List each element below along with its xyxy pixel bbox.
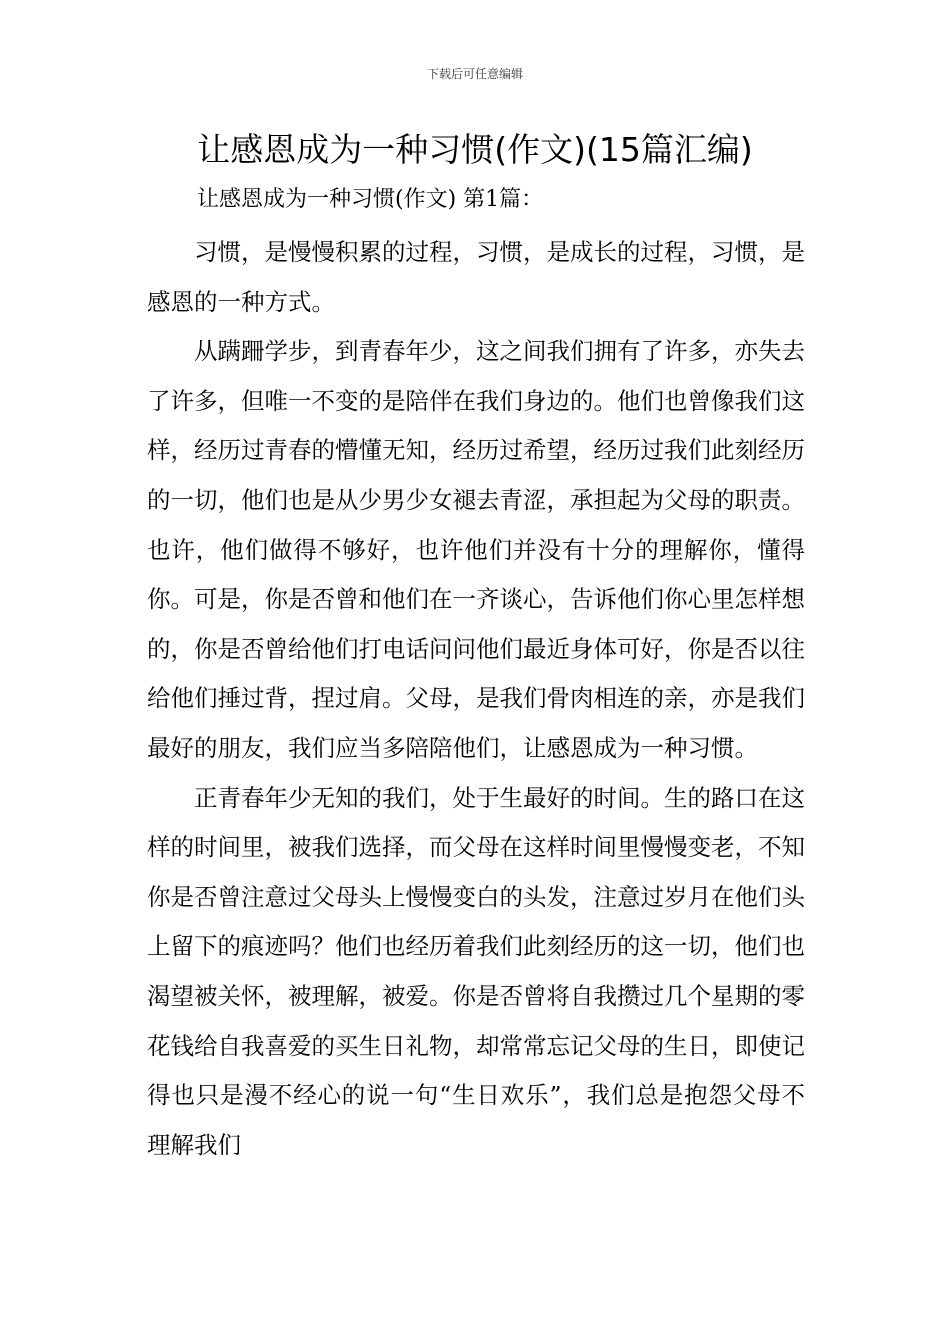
section-heading: 让感恩成为一种习惯(作文) 第1篇： <box>197 187 544 212</box>
header-note: 下载后可任意编辑 <box>426 67 523 81</box>
document-body <box>147 228 805 1170</box>
paragraph-2: 从蹒跚学步，到青春年少，这之间我们拥有了许多，亦失去了许多，但唯一不变的是陪伴在我们身边的。他们也曾像我们这样，经历过青春的懵懂无知，经历过希望，经历过我们此刻经历的一切，他们也是从少男少女褪去青涩，承担起为父母的职责。也许，他们做得不够好，也许他们并没有十分的理解你，懂得你。可是，你是否曾和他们在一齐谈心，告诉他们你心里怎样想的，你是否曾给他们打电话问问他们最近身体可好，你是否以往给他们捶过背，捏过肩。父母，是我们骨肉相连的亲，亦是我们最好的朋友，我们应当多陪陪他们，让感恩成为一种习惯。 <box>147 337 805 762</box>
paragraph-1: 习惯，是慢慢积累的过程，习惯，是成长的过程，习惯，是感恩的一种方式。 <box>147 238 805 316</box>
paragraph-3: 正青春年少无知的我们，处于生最好的时间。生的路口在这样的时间里，被我们选择，而父母在这样时间里慢慢变老，不知你是否曾注意过父母头上慢慢变白的头发，注意过岁月在他们头上留下的痕迹吗？他们也经历着我们此刻经历的这一切，他们也渴望被关怀，被理解，被爱。你是否曾将自我攒过几个星期的零花钱给自我喜爱的买生日礼物，却常常忘记父母的生日，即使记得也只是漫不经心的说一句“生日欢乐”，我们总是抱怨父母不理解我们 <box>147 783 805 1159</box>
document-title: 让感恩成为一种习惯(作文)(15篇汇编) <box>197 130 753 169</box>
